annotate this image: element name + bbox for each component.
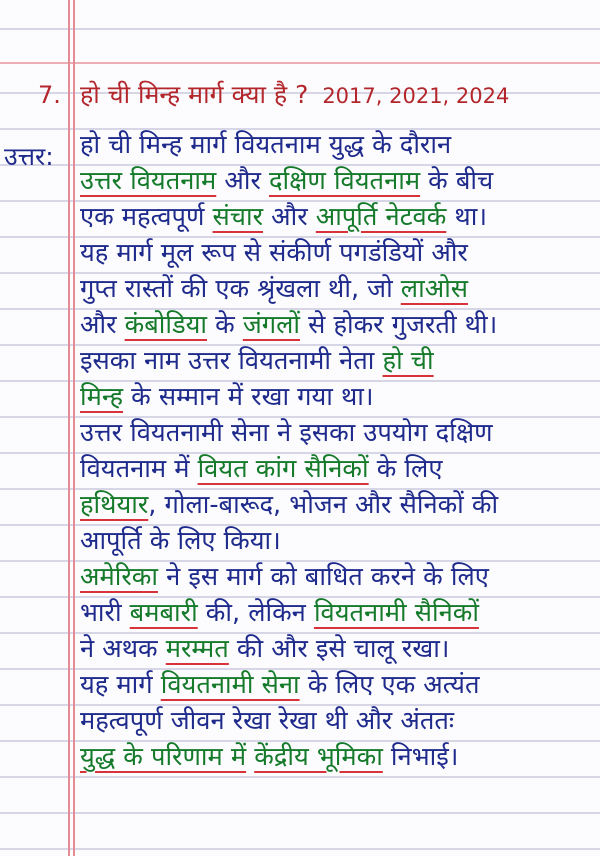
key-term: वियत कांग सैनिकों [197, 454, 369, 484]
question-heading [80, 77, 596, 113]
answer-text: की, लेकिन [197, 598, 314, 628]
answer-text: था। [446, 202, 487, 232]
answer-line [80, 127, 596, 163]
answer-label: उत्तर: [4, 142, 54, 171]
margin-line-left [68, 0, 70, 856]
answer-text: के [207, 310, 243, 340]
key-term: मिन्ह [80, 382, 124, 412]
question-years: 2017, 2021, 2024 [322, 84, 510, 108]
question-number: 7. [38, 81, 61, 109]
answer-line [80, 739, 596, 775]
answer-text: वियतनाम में [80, 454, 198, 484]
answer-text: और [216, 166, 269, 196]
answer-text: ने इस मार्ग को बाधित करने के लिए [157, 562, 489, 592]
key-term: वियतनामी सेना [160, 670, 300, 700]
answer-text: के लिए एक अत्यंत [299, 670, 480, 700]
answer-line [80, 199, 596, 235]
key-term: हो ची [382, 346, 434, 376]
answer-text: इसका नाम उत्तर वियतनामी नेता [80, 346, 383, 376]
key-term: आपूर्ति नेटवर्क [315, 202, 447, 232]
key-term: युद्ध के परिणाम में [80, 742, 247, 772]
answer-line [80, 451, 596, 487]
answer-text: और [263, 202, 316, 232]
key-term: मरम्मत [165, 634, 229, 664]
answer-line [80, 595, 596, 631]
answer-text: के लिए [368, 454, 443, 484]
key-term: दक्षिण वियतनाम [268, 166, 421, 196]
answer-line [80, 487, 596, 523]
answer-text: आपूर्ति के लिए किया। [80, 526, 281, 556]
answer-text: भारी [80, 598, 130, 628]
answer-text: से होकर गुजरती थी। [300, 310, 498, 340]
answer-text: निभाई। [382, 742, 459, 772]
key-term: वियतनामी सैनिकों [313, 598, 479, 628]
answer-text: के सम्मान में रखा गया था। [123, 382, 374, 412]
answer-text: की और इसे चालू रखा। [228, 634, 450, 664]
answer-line [80, 343, 596, 379]
key-term: अमेरिका [80, 562, 158, 592]
answer-text: गुप्त रास्तों की एक श्रृंखला थी, जो [80, 274, 401, 304]
question-text: हो ची मिन्ह मार्ग क्या है ? [80, 80, 309, 109]
answer-line [80, 235, 596, 271]
key-term: उत्तर वियतनाम [80, 166, 217, 196]
answer-text: ने अथक [80, 634, 166, 664]
answer-line [80, 271, 596, 307]
answer-line [80, 523, 596, 559]
answer-line [80, 631, 596, 667]
answer-text: एक महत्वपूर्ण [80, 202, 213, 232]
answer-text: महत्वपूर्ण जीवन रेखा रेखा थी और अंततः [80, 706, 455, 736]
header-rule [0, 62, 600, 64]
key-term: केंद्रीय भूमिका [254, 742, 383, 772]
key-term: लाओस [400, 274, 469, 304]
answer-line [80, 415, 596, 451]
answer-text: हो ची मिन्ह मार्ग वियतनाम युद्ध के दौरान [80, 130, 452, 160]
key-term: जंगलों [242, 310, 300, 340]
answer-text: उत्तर वियतनामी सेना ने इसका उपयोग दक्षिण [80, 418, 493, 448]
answer-line [80, 307, 596, 343]
answer-text: और [80, 310, 125, 340]
margin-line-right [73, 0, 75, 856]
answer-text: यह मार्ग मूल रूप से संकीर्ण पगडंडियों और [80, 238, 468, 268]
answer-line [80, 667, 596, 703]
answer-text: के बीच [420, 166, 494, 196]
answer-line [80, 559, 596, 595]
key-term: बमबारी [129, 598, 198, 628]
key-term: संचार [212, 202, 264, 232]
answer-text: , गोला-बारूद, भोजन और सैनिकों की [148, 490, 499, 520]
answer-line [80, 379, 596, 415]
answer-line [80, 703, 596, 739]
key-term: हथियार [80, 490, 149, 520]
answer-line [80, 163, 596, 199]
key-term: कंबोडिया [124, 310, 208, 340]
answer-text: यह मार्ग [80, 670, 161, 700]
